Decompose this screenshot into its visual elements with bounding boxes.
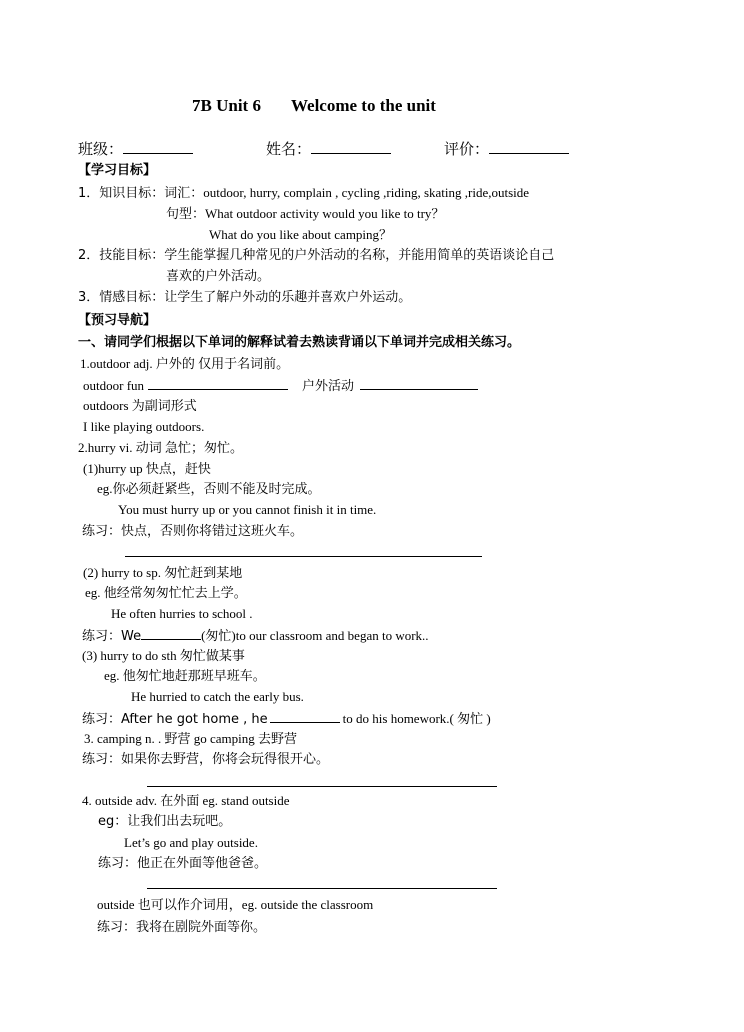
fill-blank (270, 710, 340, 723)
word-4-en: Let’s go and play outside. (124, 835, 258, 850)
eval-field: 评价： (444, 140, 569, 158)
word-3-camping: 3. camping n. . 野营 go camping 去野营 (84, 731, 298, 746)
name-blank (311, 141, 391, 154)
word-2-phrase-3-exercise: 练习：After he got home , he to do his homework.( 匆忙 ) (82, 711, 491, 727)
word-2-phrase-1: (1)hurry up 快点，赶快 (83, 461, 211, 476)
objective-1-sentence-2: What do you like about camping？ (209, 227, 393, 242)
word-4-preposition: outside 也可以作介词用，eg. outside the classroom (97, 897, 374, 912)
word-3-exercise: 练习：如果你去野营，你将会玩得很开心。 (82, 752, 330, 767)
word-4-exercise: 练习：他正在外面等他爸爸。 (98, 856, 268, 871)
word-2-hurry: 2.hurry vi. 动词 急忙；匆忙。 (78, 440, 244, 455)
word-2-phrase-2-eg: eg. 他经常匆匆忙忙去上学。 (85, 585, 247, 600)
name-field: 姓名： (266, 140, 391, 158)
word-4-eg: eg：让我们出去玩吧。 (98, 814, 232, 829)
eval-blank (489, 141, 569, 154)
answer-line (147, 786, 497, 787)
objective-3: 3．情感目标：让学生了解户外动的乐趣并喜欢户外运动。 (78, 290, 412, 305)
title-name: Welcome to the unit (290, 96, 436, 115)
word-2-phrase-3: (3) hurry to do sth 匆忙做某事 (82, 648, 245, 663)
word-1-example: I like playing outdoors. (83, 419, 205, 434)
word-2-phrase-1-en: You must hurry up or you cannot finish it in time. (118, 502, 377, 517)
fill-blank (148, 377, 288, 390)
word-2-phrase-2: (2) hurry to sp. 匆忙赶到某地 (83, 565, 243, 580)
word-2-phrase-1-eg: eg.你必须赶紧些，否则不能及时完成。 (97, 481, 321, 496)
word-1-outdoors: outdoors 为副词形式 (83, 398, 197, 413)
page-title (192, 96, 436, 116)
word-1-fill: outdoor fun 户外活动 (83, 377, 478, 395)
objective-2-line-1: 2．技能目标：学生能掌握几种常见的户外活动的名称，并能用简单的英语谈论自己 (78, 248, 555, 263)
word-2-phrase-1-exercise: 练习：快点，否则你将错过这班火车。 (82, 524, 304, 539)
objective-1-sentence: 句型：What outdoor activity would you like to try？ (166, 206, 445, 222)
answer-line (147, 888, 497, 889)
class-field: 班级： (78, 140, 193, 158)
fill-blank (360, 377, 478, 390)
word-2-phrase-3-eg: eg. 他匆忙地赶那班早班车。 (104, 668, 266, 683)
objectives-heading: 【学习目标】 (78, 163, 157, 178)
preview-instruction: 一、请同学们根据以下单词的解释试着去熟读背诵以下单词并完成相关练习。 (78, 335, 521, 350)
word-1-outdoor: 1.outdoor adj. 户外的 仅用于名词前。 (80, 356, 290, 371)
word-2-phrase-2-en: He often hurries to school . (111, 606, 253, 621)
objective-1: 1．知识目标：词汇：outdoor, hurry, complain , cycling ,riding, skating ,ride,outside (78, 185, 530, 201)
word-2-phrase-3-en: He hurried to catch the early bus. (131, 689, 304, 704)
title-unit: 7B Unit 6 (192, 96, 261, 115)
class-blank (123, 141, 193, 154)
objective-2-line-2: 喜欢的户外活动。 (166, 269, 271, 284)
word-4-outside: 4. outside adv. 在外面 eg. stand outside (82, 793, 290, 808)
word-2-phrase-2-exercise: 练习：We (匆忙)to our classroom and began to work.. (82, 628, 429, 644)
answer-line (125, 556, 482, 557)
word-4-exercise-2: 练习：我将在剧院外面等你。 (97, 920, 267, 935)
fill-blank (141, 627, 201, 640)
preview-heading: 【预习导航】 (78, 313, 157, 328)
